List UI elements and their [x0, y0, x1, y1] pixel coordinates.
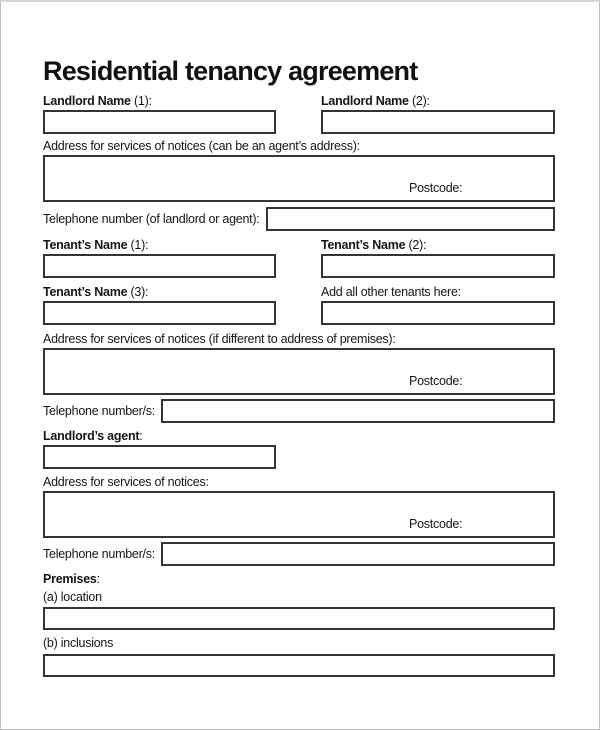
premises-inclusions-input[interactable] — [43, 654, 555, 677]
landlord-name-1-group — [43, 94, 276, 134]
tenant-name-3-group — [43, 285, 276, 325]
tenant-names-row-2 — [43, 285, 555, 325]
landlord-name-2-input[interactable] — [321, 110, 555, 134]
other-tenants-label: Add all other tenants here: — [321, 285, 461, 299]
tenant-name-2-group — [321, 238, 555, 278]
tenant-notice-address-label: Address for services of notices (if different to address of premises): — [43, 332, 396, 346]
label-rest: (3): — [127, 285, 149, 299]
other-tenants-input[interactable] — [321, 301, 555, 325]
tenant-notice-address-input[interactable] — [43, 348, 555, 395]
agent-notice-address-label: Address for services of notices: — [43, 475, 209, 489]
postcode-label: Postcode: — [409, 517, 463, 531]
premises-location-label: (a) location — [43, 590, 102, 604]
label-strong: Tenant’s Name — [43, 238, 128, 252]
premises-inclusions-label: (b) inclusions — [43, 636, 114, 650]
tenant-name-2-label — [321, 238, 555, 252]
label-rest: (1): — [130, 94, 152, 108]
tenant-name-3-input[interactable] — [43, 301, 276, 325]
label-strong: Tenant’s Name — [321, 238, 406, 252]
tenant-phone-label: Telephone number/s: — [43, 404, 155, 418]
agent-notice-address-input[interactable] — [43, 491, 555, 538]
premises-heading — [43, 572, 555, 586]
premises-location-input[interactable] — [43, 607, 555, 630]
landlord-phone-label: Telephone number (of landlord or agent): — [43, 212, 260, 226]
tenant-name-3-label — [43, 285, 276, 299]
tenant-name-1-label — [43, 238, 276, 252]
label-strong: Tenant’s Name — [43, 285, 128, 299]
tenant-phone-input[interactable] — [161, 399, 555, 423]
landlord-phone-input[interactable] — [266, 207, 555, 231]
postcode-label: Postcode: — [409, 181, 463, 195]
landlord-agent-input[interactable] — [43, 445, 276, 469]
agent-phone-label: Telephone number/s: — [43, 547, 155, 561]
label-strong: Landlord’s agent — [43, 429, 140, 443]
tenant-name-1-input[interactable] — [43, 254, 276, 278]
landlord-agent-label — [43, 429, 555, 443]
landlord-name-2-group — [321, 94, 555, 134]
landlord-notice-address-input[interactable] — [43, 155, 555, 202]
label-strong: Landlord Name — [321, 94, 409, 108]
landlord-name-2-label — [321, 94, 555, 108]
postcode-label: Postcode: — [409, 374, 463, 388]
landlord-name-1-input[interactable] — [43, 110, 276, 134]
landlord-phone-row — [43, 207, 555, 231]
tenant-names-row-1 — [43, 238, 555, 278]
label-rest: (1): — [127, 238, 149, 252]
label-strong: Premises — [43, 572, 97, 586]
landlord-name-1-label — [43, 94, 276, 108]
tenant-name-2-input[interactable] — [321, 254, 555, 278]
tenant-phone-row — [43, 399, 555, 423]
page-title: Residential tenancy agreement — [43, 56, 418, 86]
label-rest: (2): — [405, 238, 427, 252]
agent-phone-input[interactable] — [161, 542, 555, 566]
tenant-name-1-group — [43, 238, 276, 278]
label-rest: : — [96, 572, 100, 586]
landlord-notice-address-label: Address for services of notices (can be an agent’s address): — [43, 139, 360, 153]
label-rest: (2): — [408, 94, 430, 108]
other-tenants-group — [321, 285, 555, 325]
label-strong: Landlord Name — [43, 94, 131, 108]
landlord-names-row — [43, 94, 555, 134]
agent-phone-row — [43, 542, 555, 566]
label-rest: : — [139, 429, 143, 443]
